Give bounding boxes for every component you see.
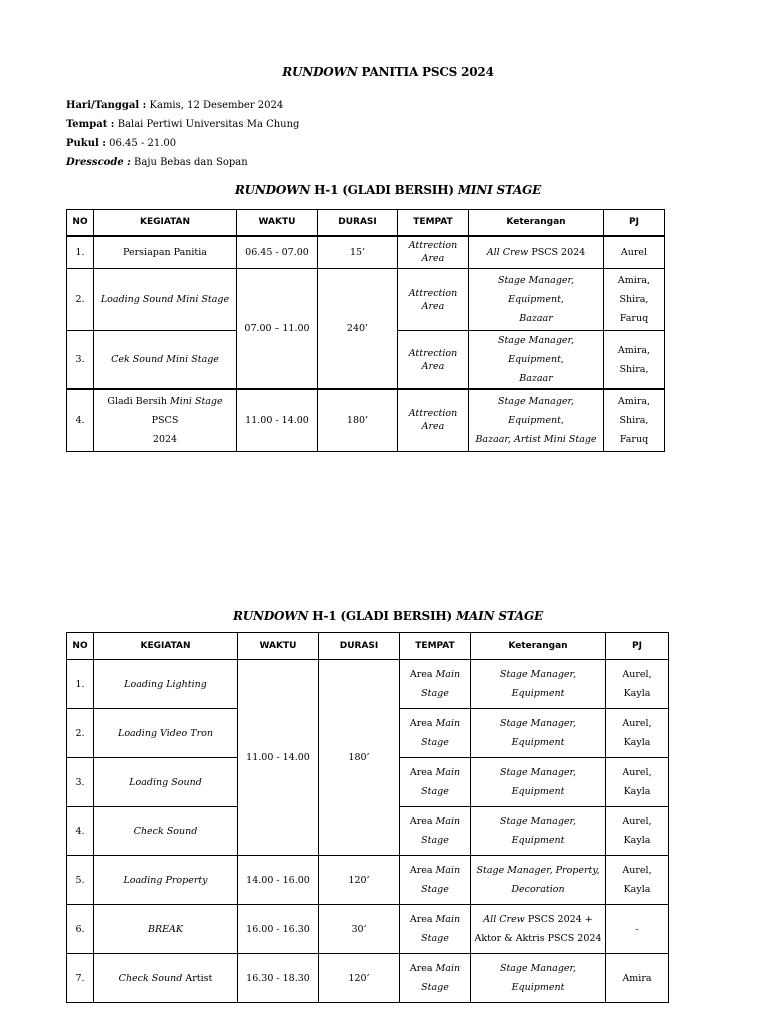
main-stage-table: [66, 632, 669, 1003]
cell-no: 3.: [67, 758, 94, 807]
cell-tempat: [400, 905, 471, 954]
cell-pj: [606, 709, 669, 758]
ket-line: Stage Manager, Equipment,: [497, 275, 575, 305]
cell-keterangan: Stage Manager, Equipment: [471, 758, 606, 807]
cell-durasi: 120’: [319, 856, 400, 905]
tempat-line: Area: [421, 300, 445, 312]
cell-pj: Amira: [606, 954, 669, 1003]
pj-line: Kayla: [623, 835, 651, 846]
pj-line: Aurel,: [622, 767, 652, 778]
cell-pj: [606, 807, 669, 856]
tempat-part: Area: [409, 963, 436, 974]
info-label: Tempat :: [66, 119, 115, 130]
cell-waktu: 07.00 – 11.00: [237, 269, 318, 390]
kegiatan-part: Artist: [182, 972, 213, 984]
kegiatan-part: 2024: [152, 433, 178, 445]
info-value: Balai Pertiwi Universitas Ma Chung: [114, 119, 300, 130]
ket-italic: All Crew: [486, 246, 529, 258]
tempat-line: Attrection: [408, 408, 458, 420]
table-row: [67, 269, 665, 331]
cell-kegiatan: Loading Sound Mini Stage: [94, 269, 237, 331]
cell-no: 4.: [67, 389, 94, 451]
header-no: NO: [67, 210, 94, 236]
table-row: [67, 954, 669, 1003]
cell-waktu: 11.00 - 14.00: [238, 660, 319, 856]
tempat-italic: Stage: [421, 737, 449, 748]
header-pj: PJ: [604, 210, 665, 236]
cell-tempat: [400, 807, 471, 856]
main-stage-title: [0, 609, 768, 623]
pj-line: Aurel,: [622, 669, 652, 680]
cell-keterangan: Stage Manager, Equipment: [471, 709, 606, 758]
tempat-line: Attrection: [408, 347, 458, 359]
cell-durasi: 15’: [318, 236, 398, 269]
header-waktu: WAKTU: [237, 210, 318, 236]
cell-keterangan: Stage Manager, Equipment: [471, 807, 606, 856]
ket-line: Stage Manager, Property,: [476, 865, 600, 876]
document-title: [0, 65, 768, 79]
ket-italic: All Crew: [483, 914, 525, 925]
tempat-line: Area: [421, 253, 445, 265]
header-tempat: TEMPAT: [400, 633, 471, 660]
cell-no: 4.: [67, 807, 94, 856]
header-durasi: DURASI: [319, 633, 400, 660]
table-row: [67, 236, 665, 269]
header-pj: PJ: [606, 633, 669, 660]
pj-line: Kayla: [623, 737, 651, 748]
pj-line: Kayla: [623, 884, 651, 895]
info-time: [66, 134, 299, 153]
cell-pj: -: [606, 905, 669, 954]
ket-rest: PSCS 2024: [528, 246, 586, 258]
cell-kegiatan: Cek Sound Mini Stage: [94, 331, 237, 390]
info-dresscode: [66, 153, 299, 172]
cell-no: 7.: [67, 954, 94, 1003]
title-italic-part: MINI STAGE: [457, 183, 542, 197]
info-label: Hari/Tanggal :: [66, 100, 147, 111]
cell-durasi: 180’: [319, 660, 400, 856]
cell-kegiatan: Loading Lighting: [94, 660, 238, 709]
cell-no: 6.: [67, 905, 94, 954]
info-value: 06.45 - 21.00: [105, 138, 177, 149]
cell-keterangan: [471, 905, 606, 954]
header-keterangan: Keterangan: [471, 633, 606, 660]
cell-waktu: 11.00 - 14.00: [237, 389, 318, 451]
cell-waktu: 06.45 - 07.00: [237, 236, 318, 269]
tempat-italic: Main: [435, 914, 461, 925]
cell-no: 1.: [67, 660, 94, 709]
title-italic-part: RUNDOWN: [233, 609, 309, 623]
cell-keterangan: Stage Manager, Equipment: [471, 660, 606, 709]
cell-kegiatan: Check Sound: [94, 807, 238, 856]
tempat-italic: Stage: [421, 786, 449, 797]
pj-line: Kayla: [623, 688, 651, 699]
table-header-row: [67, 633, 669, 660]
info-date: [66, 96, 299, 115]
info-value: Kamis, 12 Desember 2024: [146, 100, 284, 111]
cell-tempat: [400, 758, 471, 807]
cell-durasi: 120’: [319, 954, 400, 1003]
pj-line: Aurel,: [622, 816, 652, 827]
title-rest-part: PANITIA PSCS 2024: [357, 65, 494, 79]
event-info: [66, 96, 299, 172]
mini-stage-table: [66, 209, 665, 452]
pj-line: Faruq: [619, 433, 649, 445]
cell-durasi: 240’: [318, 269, 398, 390]
info-place: [66, 115, 299, 134]
cell-pj: [604, 269, 665, 331]
info-label: Pukul :: [66, 138, 106, 149]
info-label: Dresscode :: [66, 157, 131, 168]
cell-pj: Aurel: [604, 236, 665, 269]
cell-kegiatan: Loading Sound: [94, 758, 238, 807]
cell-tempat: [398, 331, 469, 390]
kegiatan-italic: Check Sound: [118, 972, 183, 984]
tempat-part: Area: [409, 865, 436, 876]
tempat-italic: Main: [435, 963, 461, 974]
tempat-italic: Stage: [421, 688, 449, 699]
cell-keterangan: [471, 856, 606, 905]
cell-tempat: [398, 269, 469, 331]
cell-tempat: [400, 954, 471, 1003]
cell-no: 5.: [67, 856, 94, 905]
tempat-line: Area: [421, 421, 445, 433]
pj-line: Amira,: [617, 344, 651, 356]
ket-line: Aktor & Aktris PSCS 2024: [474, 933, 602, 944]
info-value: Baju Bebas dan Sopan: [130, 157, 248, 168]
cell-keterangan: [469, 389, 604, 451]
ket-rest: PSCS 2024 +: [524, 914, 593, 925]
pj-line: Shira,: [619, 294, 649, 305]
table-row: [67, 389, 665, 451]
header-durasi: DURASI: [318, 210, 398, 236]
tempat-part: Area: [409, 816, 436, 827]
header-keterangan: Keterangan: [469, 210, 604, 236]
title-italic-part: MAIN STAGE: [455, 609, 543, 623]
cell-keterangan: [469, 236, 604, 269]
ket-line: Bazaar: [519, 313, 553, 324]
cell-pj: [606, 758, 669, 807]
header-kegiatan: KEGIATAN: [94, 633, 238, 660]
cell-kegiatan: [94, 389, 237, 451]
cell-durasi: 30’: [319, 905, 400, 954]
tempat-italic: Main: [435, 816, 461, 827]
title-mid-part: H-1 (GLADI BERSIH): [308, 609, 456, 623]
cell-keterangan: [469, 331, 604, 390]
pj-line: Amira,: [617, 275, 651, 286]
cell-pj: [604, 331, 665, 390]
table-header-row: [67, 210, 665, 236]
title-mid-part: H-1 (GLADI BERSIH): [310, 183, 458, 197]
pj-line: Aurel,: [622, 718, 652, 729]
tempat-part: Area: [409, 767, 436, 778]
cell-pj: [606, 856, 669, 905]
cell-kegiatan: Persiapan Panitia: [94, 236, 237, 269]
cell-no: 3.: [67, 331, 94, 390]
cell-kegiatan: BREAK: [94, 905, 238, 954]
tempat-italic: Stage: [421, 884, 449, 895]
tempat-line: Attrection: [408, 240, 458, 252]
kegiatan-italic: Mini Stage: [170, 395, 223, 407]
tempat-part: Area: [409, 669, 436, 680]
ket-line: Stage Manager, Equipment,: [497, 395, 575, 426]
pj-line: Shira,: [619, 363, 649, 375]
cell-keterangan: [469, 269, 604, 331]
cell-waktu: 16.30 - 18.30: [238, 954, 319, 1003]
cell-durasi: 180’: [318, 389, 398, 451]
tempat-italic: Main: [435, 767, 461, 778]
header-tempat: TEMPAT: [398, 210, 469, 236]
tempat-italic: Stage: [421, 835, 449, 846]
cell-waktu: 16.00 - 16.30: [238, 905, 319, 954]
table-row: [67, 905, 669, 954]
kegiatan-part: Gladi Bersih: [107, 395, 170, 407]
table-row: [67, 660, 669, 709]
pj-line: Faruq: [619, 313, 649, 324]
ket-line: Stage Manager, Equipment,: [497, 335, 575, 365]
kegiatan-part: PSCS: [151, 414, 179, 426]
cell-tempat: [400, 709, 471, 758]
cell-tempat: [400, 856, 471, 905]
pj-line: Shira,: [619, 414, 649, 426]
pj-line: Kayla: [623, 786, 651, 797]
ket-line: Decoration: [511, 884, 565, 895]
tempat-italic: Stage: [421, 982, 449, 993]
cell-pj: [604, 389, 665, 451]
pj-line: Aurel,: [622, 865, 652, 876]
pj-line: Amira,: [617, 395, 651, 407]
tempat-italic: Main: [435, 669, 461, 680]
tempat-part: Area: [409, 914, 436, 925]
tempat-line: Attrection: [408, 287, 458, 299]
cell-tempat: [398, 236, 469, 269]
table-row: [67, 856, 669, 905]
cell-keterangan: Stage Manager, Equipment: [471, 954, 606, 1003]
cell-tempat: [398, 389, 469, 451]
cell-tempat: [400, 660, 471, 709]
ket-line: Bazaar, Artist Mini Stage: [475, 433, 597, 445]
tempat-line: Area: [421, 360, 445, 372]
tempat-italic: Main: [435, 865, 461, 876]
tempat-part: Area: [409, 718, 436, 729]
mini-stage-title: [0, 183, 768, 197]
cell-waktu: 14.00 - 16.00: [238, 856, 319, 905]
header-kegiatan: KEGIATAN: [94, 210, 237, 236]
cell-no: 2.: [67, 269, 94, 331]
cell-no: 1.: [67, 236, 94, 269]
title-italic-part: RUNDOWN: [234, 183, 311, 197]
cell-kegiatan: Loading Video Tron: [94, 709, 238, 758]
tempat-italic: Stage: [421, 933, 449, 944]
title-italic-part: RUNDOWN: [282, 65, 358, 79]
cell-kegiatan: Loading Property: [94, 856, 238, 905]
ket-line: Bazaar: [519, 373, 553, 384]
cell-pj: [606, 660, 669, 709]
header-waktu: WAKTU: [238, 633, 319, 660]
cell-kegiatan: [94, 954, 238, 1003]
tempat-italic: Main: [435, 718, 461, 729]
header-no: NO: [67, 633, 94, 660]
cell-no: 2.: [67, 709, 94, 758]
